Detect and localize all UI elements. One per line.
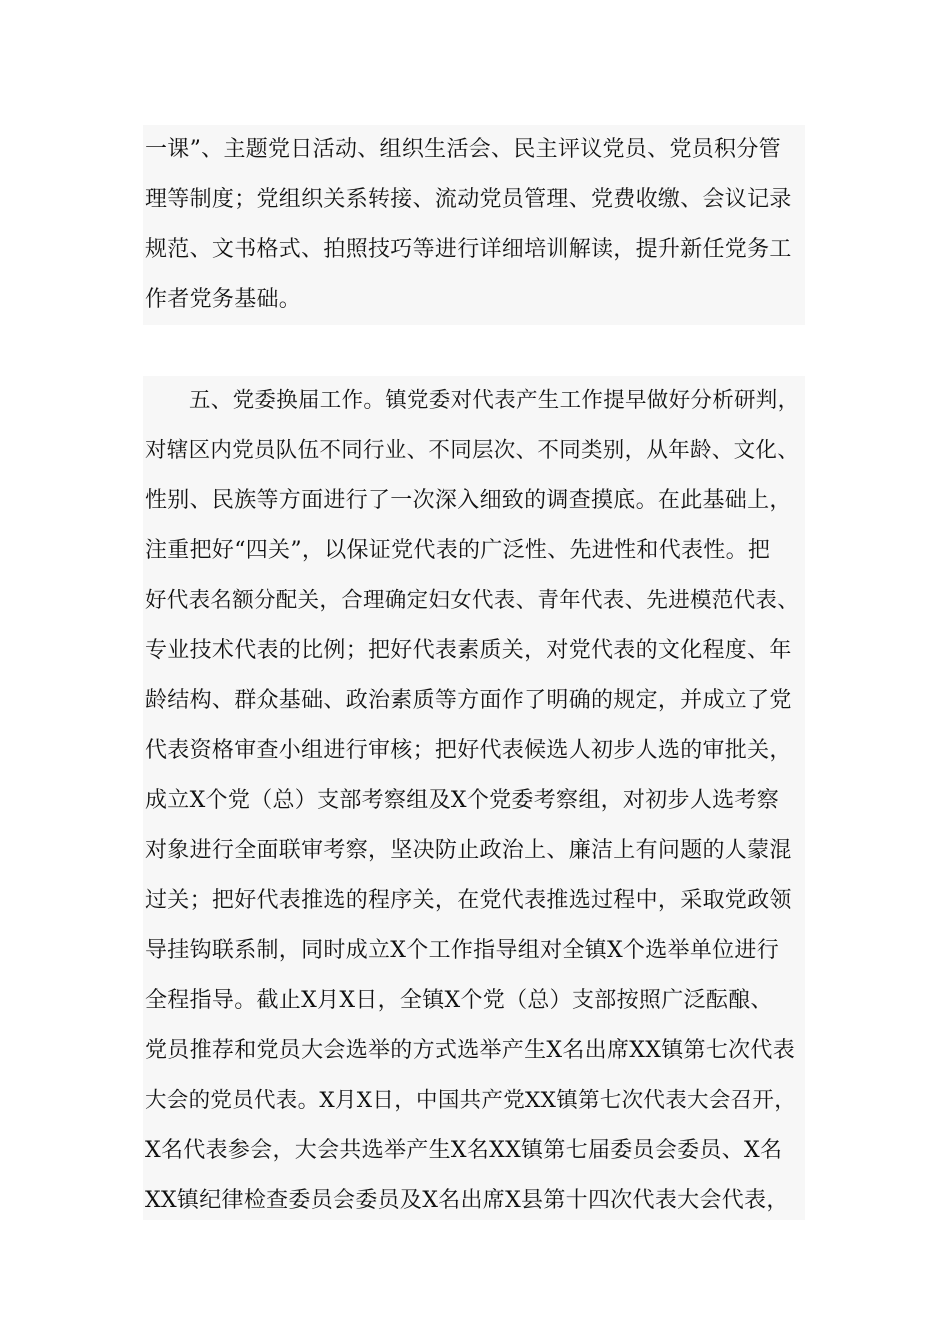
text-line: 过关；把好代表推选的程序关，在党代表推选过程中，采取党政领 <box>145 888 792 913</box>
paragraph-election-work <box>143 376 805 1220</box>
text-line: 导挂钩联系制，同时成立X个工作指导组对全镇X个选举单位进行 <box>145 938 780 963</box>
text-line: 大会的党员代表。X月X日，中国共产党XX镇第七次代表大会召开， <box>145 1088 797 1113</box>
text-line: 理等制度；党组织关系转接、流动党员管理、党费收缴、会议记录 <box>145 187 792 212</box>
text-line: 对辖区内党员队伍不同行业、不同层次、不同类别，从年龄、文化、 <box>145 438 800 463</box>
text-line: 党员推荐和党员大会选举的方式选举产生X名出席XX镇第七次代表 <box>145 1038 795 1063</box>
text-line: 注重把好“四关”，以保证党代表的广泛性、先进性和代表性。把 <box>145 538 771 563</box>
text-line: 性别、民族等方面进行了一次深入细致的调查摸底。在此基础上， <box>145 488 792 513</box>
text-line: 龄结构、群众基础、政治素质等方面作了明确的规定，并成立了党 <box>145 688 792 713</box>
text-line: 一课”、主题党日活动、组织生活会、民主评议党员、党员积分管 <box>145 137 781 162</box>
text-line: 规范、文书格式、拍照技巧等进行详细培训解读，提升新任党务工 <box>145 237 792 262</box>
text-line: 好代表名额分配关，合理确定妇女代表、青年代表、先进模范代表、 <box>145 588 800 613</box>
section-heading-line: 五、党委换届工作。镇党委对代表产生工作提早做好分析研判， <box>189 388 800 413</box>
text-line: 成立X个党（总）支部考察组及X个党委考察组，对初步人选考察 <box>145 788 780 813</box>
text-line: 全程指导。截止X月X日，全镇X个党（总）支部按照广泛酝酿、 <box>145 988 773 1013</box>
text-line: 专业技术代表的比例；把好代表素质关，对党代表的文化程度、年 <box>145 638 792 663</box>
text-line: 对象进行全面联审考察，坚决防止政治上、廉洁上有问题的人蒙混 <box>145 838 792 863</box>
text-line: 作者党务基础。 <box>145 287 302 312</box>
text-line: X名代表参会，大会共选举产生X名XX镇第七届委员会委员、X名 <box>145 1138 783 1163</box>
paragraph-training-content <box>143 125 805 325</box>
text-line: XX镇纪律检查委员会委员及X名出席X县第十四次代表大会代表， <box>145 1188 789 1213</box>
text-line: 代表资格审查小组进行审核；把好代表候选人初步人选的审批关， <box>145 738 792 763</box>
